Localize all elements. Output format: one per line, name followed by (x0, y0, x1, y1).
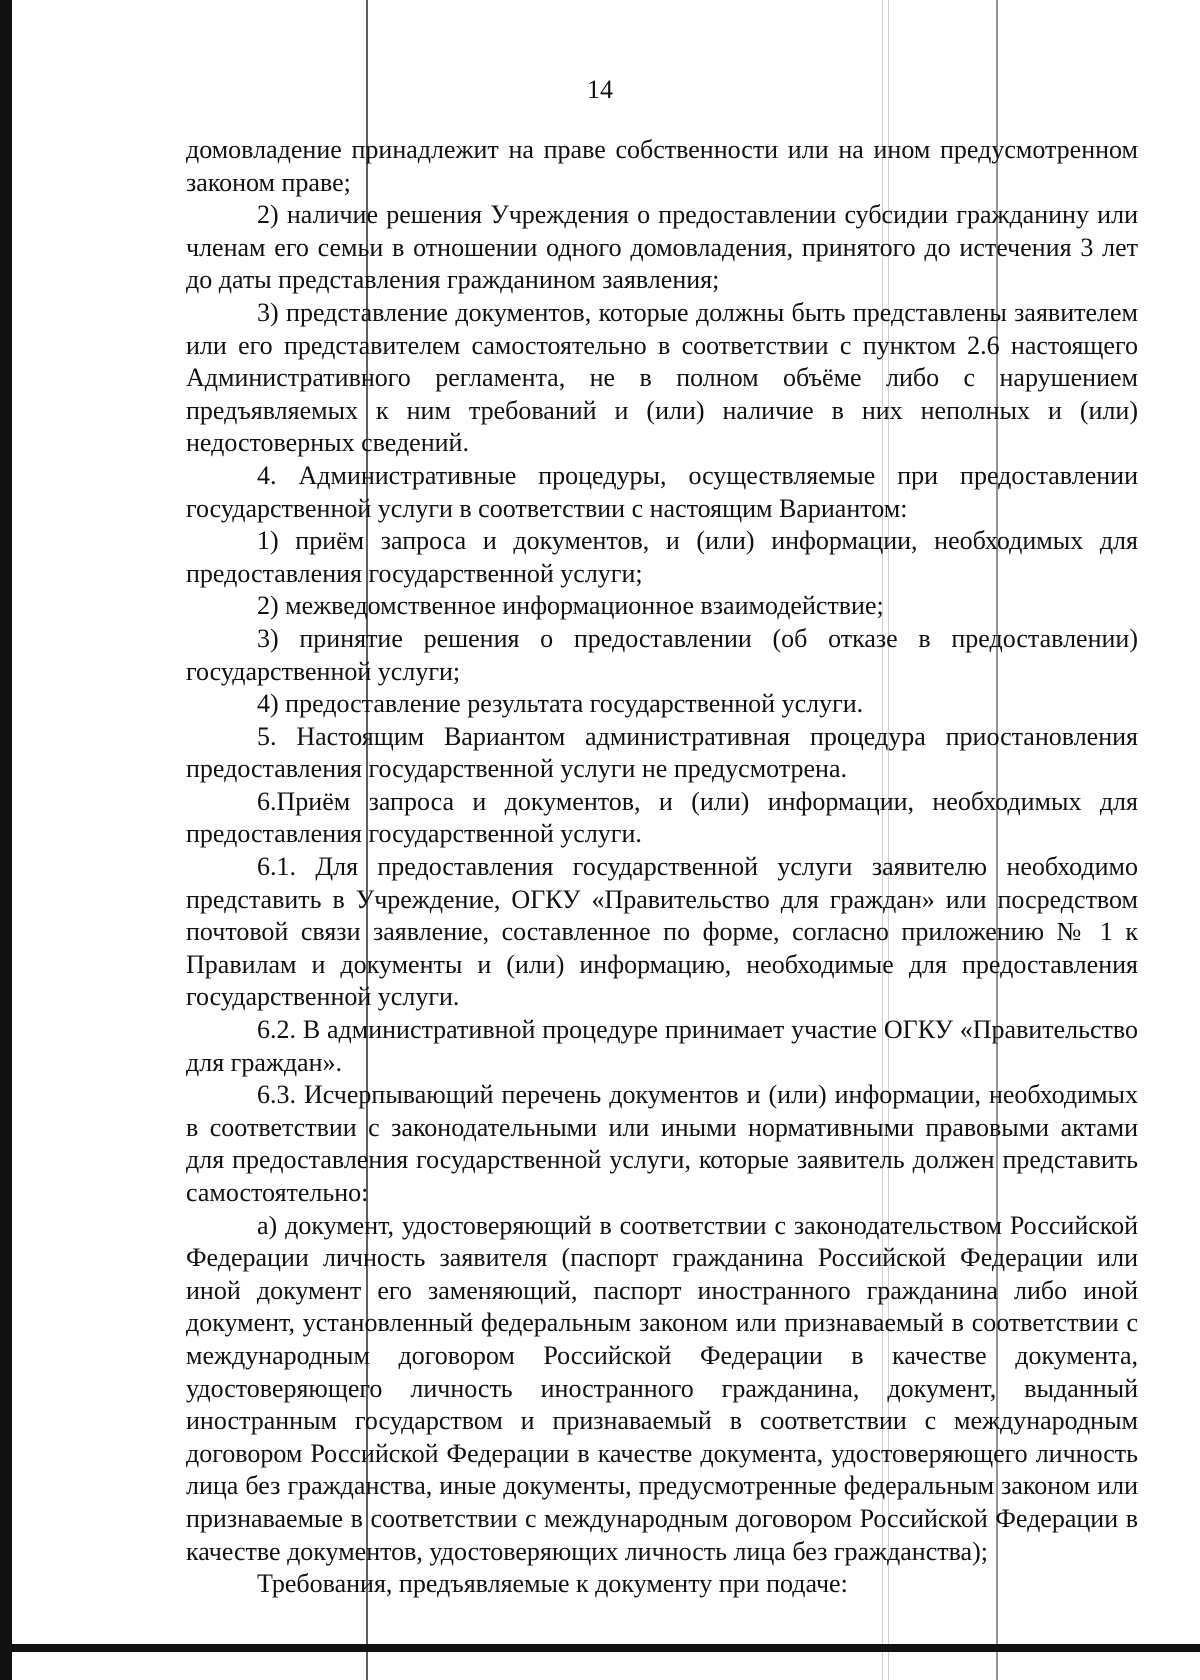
paragraph: 6.2. В административной процедуре принимает участие ОГКУ «Правительство для граждан». (186, 1015, 1138, 1077)
paragraph: 4. Административные процедуры, осуществляемые при предоставлении государственной услуги в соответствии с настоящим Вариантом: (186, 460, 1138, 523)
paragraph: 3) принятие решения о предоставлении (об отказе в предоставлении) государственной услуги; (186, 623, 1138, 686)
paragraph: 4) предоставление результата государственной услуги. (257, 689, 864, 719)
scan-edge-bottom (0, 1644, 1200, 1652)
paragraph: домовладение принадлежит на праве собственности или на ином предусмотренном законом праве; (186, 135, 1138, 197)
page-number: 14 (587, 75, 613, 104)
paragraph: 5. Настоящим Вариантом административная процедура приостановления предоставления государственной услуги не предусмотрена. (186, 721, 1138, 784)
paragraph: 1) приём запроса и документов, и (или) информации, необходимых для предоставления государственной услуги; (186, 526, 1138, 588)
paragraph: Требования, предъявляемые к документу при подаче: (257, 1569, 848, 1599)
paragraph: а) документ, удостоверяющий в соответствии с законодательством Российской Федерации личность заявителя (паспорт гражданина Российской Федерации или иной документ его заменяющий, паспорт иностранного гражданина либо иной документ, установленный федеральным законом или признаваемый в соответствии с международным договором Российской Федерации в качестве документа, удостоверяющего личность иностранного гражданина, документ, выданный иностранным государством и признаваемый в соответствии с международным договором Российской Федерации в качестве документа, удостоверяющего личность лица без гражданства, иные документы, предусмотренные федеральным законом или признаваемые в соответствии с международным договором Российской Федерации в качестве документов, удостоверяющих личность лица без гражданства); (186, 1210, 1138, 1566)
paragraph: 3) представление документов, которые должны быть представлены заявителем или его представителем самостоятельно в соответствии с пунктом 2.6 настоящего Административного регламента, не в полном объёме либо с нарушением предъявляемых к ним требований и (или) наличие в них неполных и (или) недостоверных сведений. (186, 297, 1138, 458)
paragraph: 6.3. Исчерпывающий перечень документов и (или) информации, необходимых в соответствии с законодательными или иными нормативными правовыми актами для предоставления государственной услуги, которые заявитель должен представить самостоятельно: (186, 1080, 1138, 1207)
paragraph: 2) межведомственное информационное взаимодействие; (257, 591, 884, 621)
paragraph: 6.1. Для предоставления государственной услуги заявителю необходимо представить в Учреждение, ОГКУ «Правительство для граждан» или посредством почтовой связи заявление, составленное по форме, согласно приложению № 1 к Правилам и документы и (или) информацию, необходимые для предоставления государственной услуги. (186, 852, 1138, 1012)
paragraph: 2) наличие решения Учреждения о предоставлении субсидии гражданину или членам его семьи в отношении одного домовладения, принятого до истечения 3 лет до даты представления гражданином заявления; (186, 200, 1138, 295)
document-body (186, 134, 1138, 1601)
paragraph: 6.Приём запроса и документов, и (или) информации, необходимых для предоставления государственной услуги. (186, 786, 1138, 849)
scan-edge-left (0, 0, 12, 1680)
